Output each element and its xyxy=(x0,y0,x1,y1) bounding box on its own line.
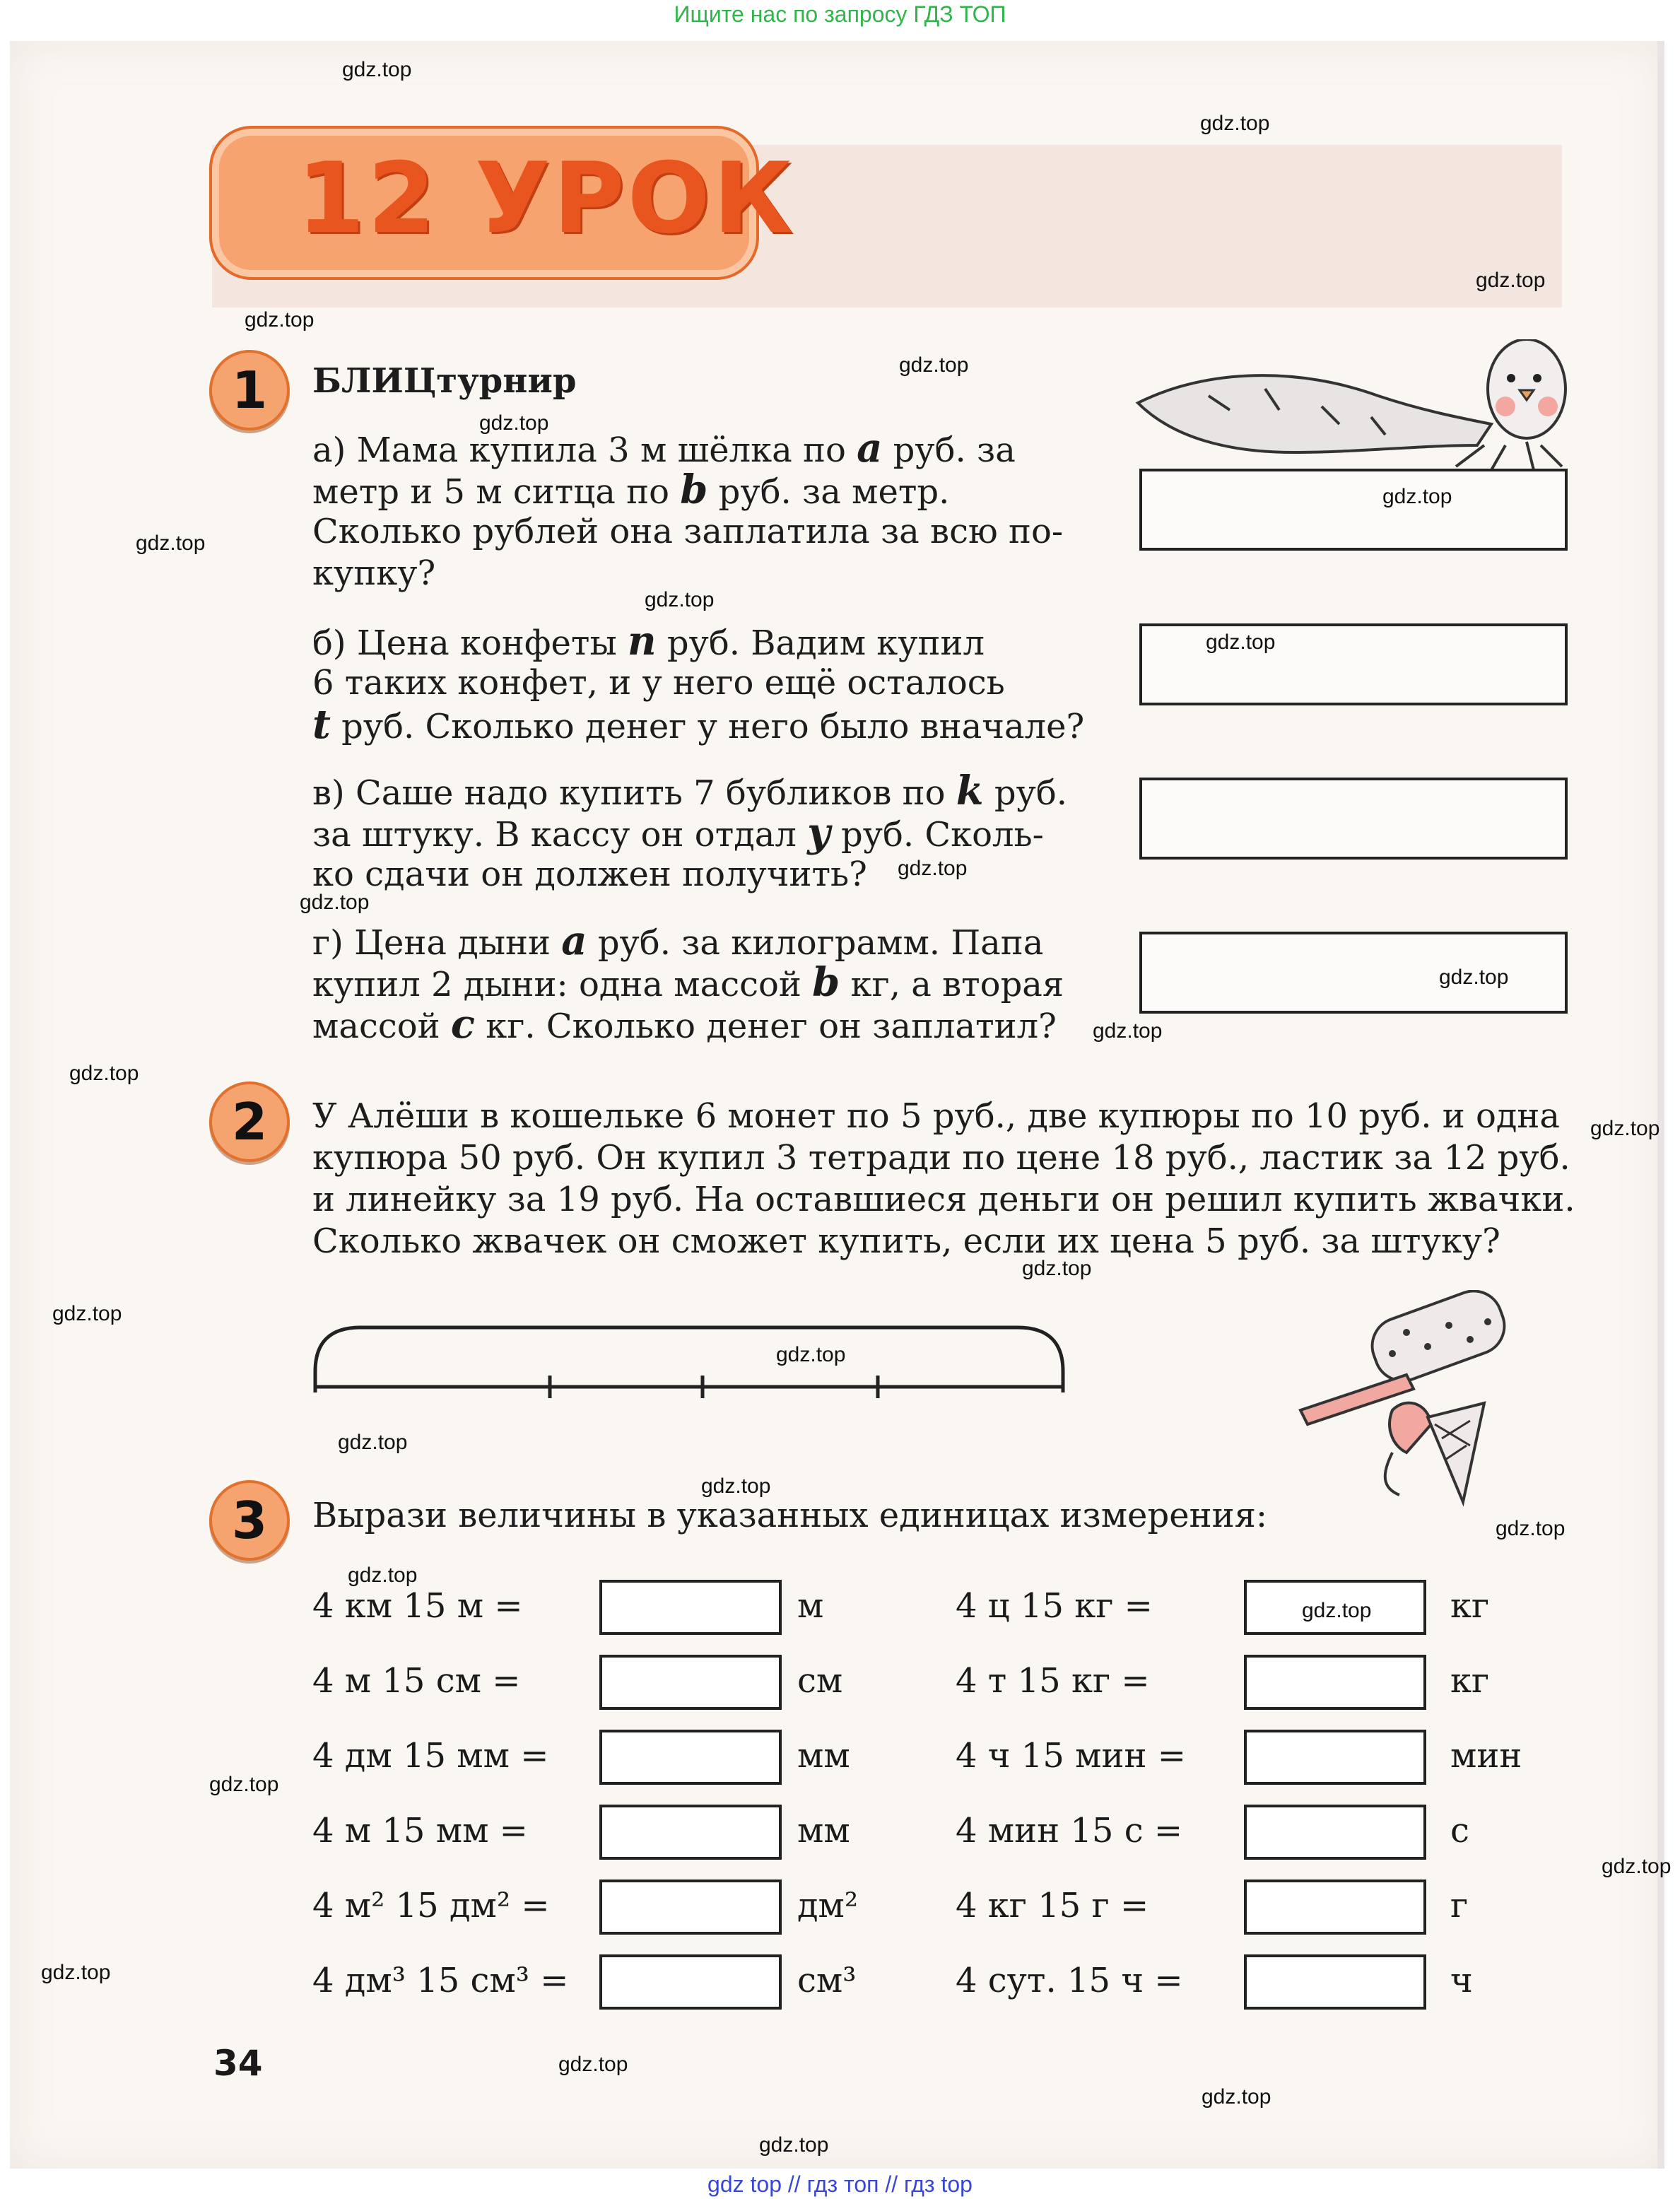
conv-right-4-box[interactable] xyxy=(1244,1805,1426,1860)
conv-right-2-expr: 4 т 15 кг = xyxy=(956,1661,1150,1701)
watermark: gdz.top xyxy=(209,1773,279,1796)
conv-left-2-expr: 4 м 15 см = xyxy=(312,1661,521,1701)
task-1a-line-1: а) Мама купила 3 м шёлка по a руб. за xyxy=(312,425,1016,471)
conv-right-6-box[interactable] xyxy=(1244,1954,1426,2010)
conv-left-6-box[interactable] xyxy=(599,1954,782,2010)
conv-right-2-unit: кг xyxy=(1450,1661,1490,1701)
conv-left-1-box[interactable] xyxy=(599,1580,782,1635)
conv-left-3-unit: мм xyxy=(797,1736,850,1776)
watermark: gdz.top xyxy=(701,1474,771,1498)
task-1c-line-3: ко сдачи он должен получить? xyxy=(312,855,867,894)
conv-left-3-box[interactable] xyxy=(599,1730,782,1785)
task-2-line-2: купюра 50 руб. Он купил 3 тетради по цене 18 руб., ластик за 12 руб. xyxy=(312,1138,1570,1178)
task-1d-line-1: г) Цена дыни a руб. за килограмм. Папа xyxy=(312,917,1044,964)
task-1a-line-3: Сколько рублей она заплатила за всю по- xyxy=(312,512,1064,551)
lesson-title: 12 УРОК xyxy=(297,141,796,255)
candy-illustration-icon xyxy=(1286,1290,1555,1509)
conv-right-1-unit: кг xyxy=(1450,1586,1490,1626)
task-1c-answer-box[interactable] xyxy=(1139,778,1568,860)
task-3-number: 3 xyxy=(209,1480,290,1561)
watermark: gdz.top xyxy=(69,1062,139,1085)
task-1b-answer-box[interactable] xyxy=(1139,623,1568,705)
watermark: gdz.top xyxy=(1496,1517,1566,1540)
watermark: gdz.top xyxy=(348,1564,418,1587)
watermark: gdz.top xyxy=(1206,631,1276,654)
watermark: gdz.top xyxy=(300,891,370,914)
conv-right-5-expr: 4 кг 15 г = xyxy=(956,1886,1149,1925)
conv-left-5-box[interactable] xyxy=(599,1880,782,1935)
conv-right-1-expr: 4 ц 15 кг = xyxy=(956,1586,1153,1626)
watermark: gdz.top xyxy=(1602,1855,1672,1878)
watermark: gdz.top xyxy=(245,308,315,332)
task-2-segment-diagram xyxy=(311,1322,1074,1400)
watermark: gdz.top xyxy=(898,857,968,880)
watermark: gdz.top xyxy=(1439,966,1509,989)
conv-left-2-unit: см xyxy=(797,1661,843,1701)
watermark: gdz.top xyxy=(52,1302,122,1325)
conv-right-6-unit: ч xyxy=(1450,1961,1473,2000)
conv-right-3-expr: 4 ч 15 мин = xyxy=(956,1736,1186,1776)
watermark: gdz.top xyxy=(342,58,412,81)
watermark: gdz.top xyxy=(1093,1019,1163,1043)
task-1c-line-1: в) Саше надо купить 7 бубликов по k руб. xyxy=(312,768,1067,814)
conv-left-5-unit: дм² xyxy=(797,1886,859,1925)
conv-left-4-box[interactable] xyxy=(599,1805,782,1860)
conv-left-6-unit: см³ xyxy=(797,1961,857,2000)
task-1a-line-4: купку? xyxy=(312,553,436,593)
watermark: gdz.top xyxy=(776,1343,846,1366)
task-1-heading: БЛИЦтурнир xyxy=(312,361,577,401)
conv-left-6-expr: 4 дм³ 15 см³ = xyxy=(312,1961,569,2000)
conv-right-5-unit: г xyxy=(1450,1886,1469,1925)
conv-left-1-expr: 4 км 15 м = xyxy=(312,1586,523,1626)
task-1b-line-3: t руб. Сколько денег у него было вначале? xyxy=(312,701,1085,748)
watermark: gdz.top xyxy=(1476,269,1546,292)
watermark: gdz.top xyxy=(1202,2085,1271,2109)
conv-left-3-expr: 4 дм 15 мм = xyxy=(312,1736,549,1776)
conv-left-1-unit: м xyxy=(797,1586,824,1626)
watermark: gdz.top xyxy=(479,411,549,435)
task-1-number: 1 xyxy=(209,350,290,430)
watermark: gdz.top xyxy=(41,1961,111,1984)
task-1d-line-2: купил 2 дыни: одна массой b кг, а вторая xyxy=(312,959,1064,1006)
page-number: 34 xyxy=(213,2043,263,2084)
conv-right-2-box[interactable] xyxy=(1244,1655,1426,1710)
task-1b-line-2: 6 таких конфет, и у него ещё осталось xyxy=(312,663,1005,703)
watermark: gdz.top xyxy=(1382,485,1452,508)
watermark: gdz.top xyxy=(759,2133,829,2157)
watermark: gdz.top xyxy=(136,532,206,555)
task-1a-line-2: метр и 5 м ситца по b руб. за метр. xyxy=(312,467,950,513)
watermark: gdz.top xyxy=(558,2053,628,2076)
task-1a-answer-box[interactable] xyxy=(1139,469,1568,551)
watermark: gdz.top xyxy=(338,1431,408,1454)
watermark: gdz.top xyxy=(1200,112,1270,135)
conv-left-5-expr: 4 м² 15 дм² = xyxy=(312,1886,550,1925)
bird-illustration-icon xyxy=(1124,339,1576,481)
conv-right-5-box[interactable] xyxy=(1244,1880,1426,1935)
conv-left-2-box[interactable] xyxy=(599,1655,782,1710)
conv-left-4-expr: 4 м 15 мм = xyxy=(312,1811,528,1851)
top-banner[interactable]: Ищите нас по запросу ГДЗ ТОП xyxy=(674,1,1006,27)
watermark: gdz.top xyxy=(1022,1257,1092,1280)
watermark: gdz.top xyxy=(1302,1599,1372,1622)
task-3-heading: Вырази величины в указанных единицах измерения: xyxy=(312,1496,1268,1535)
task-2-number: 2 xyxy=(209,1081,290,1162)
conv-right-3-box[interactable] xyxy=(1244,1730,1426,1785)
bottom-banner[interactable]: gdz top // гдз топ // гдз top xyxy=(707,2171,973,2197)
conv-right-4-unit: с xyxy=(1450,1811,1469,1851)
task-2-line-4: Сколько жвачек он сможет купить, если их цена 5 руб. за штуку? xyxy=(312,1221,1500,1261)
task-1c-line-2: за штуку. В кассу он отдал y руб. Сколь- xyxy=(312,809,1044,856)
conv-left-4-unit: мм xyxy=(797,1811,850,1851)
conv-right-4-expr: 4 мин 15 с = xyxy=(956,1811,1183,1851)
page-edge xyxy=(1657,41,1664,2169)
watermark: gdz.top xyxy=(1590,1117,1660,1140)
conv-right-3-unit: мин xyxy=(1450,1736,1522,1776)
conv-right-6-expr: 4 сут. 15 ч = xyxy=(956,1961,1183,2000)
watermark: gdz.top xyxy=(899,353,969,377)
task-2-line-3: и линейку за 19 руб. На оставшиеся деньги он решил купить жвачки. xyxy=(312,1180,1575,1219)
task-1d-line-3: массой c кг. Сколько денег он заплатил? xyxy=(312,1001,1057,1048)
task-2-line-1: У Алёши в кошельке 6 монет по 5 руб., две купюры по 10 руб. и одна xyxy=(312,1096,1561,1136)
watermark: gdz.top xyxy=(645,588,715,611)
task-1b-line-1: б) Цена конфеты n руб. Вадим купил xyxy=(312,618,985,664)
